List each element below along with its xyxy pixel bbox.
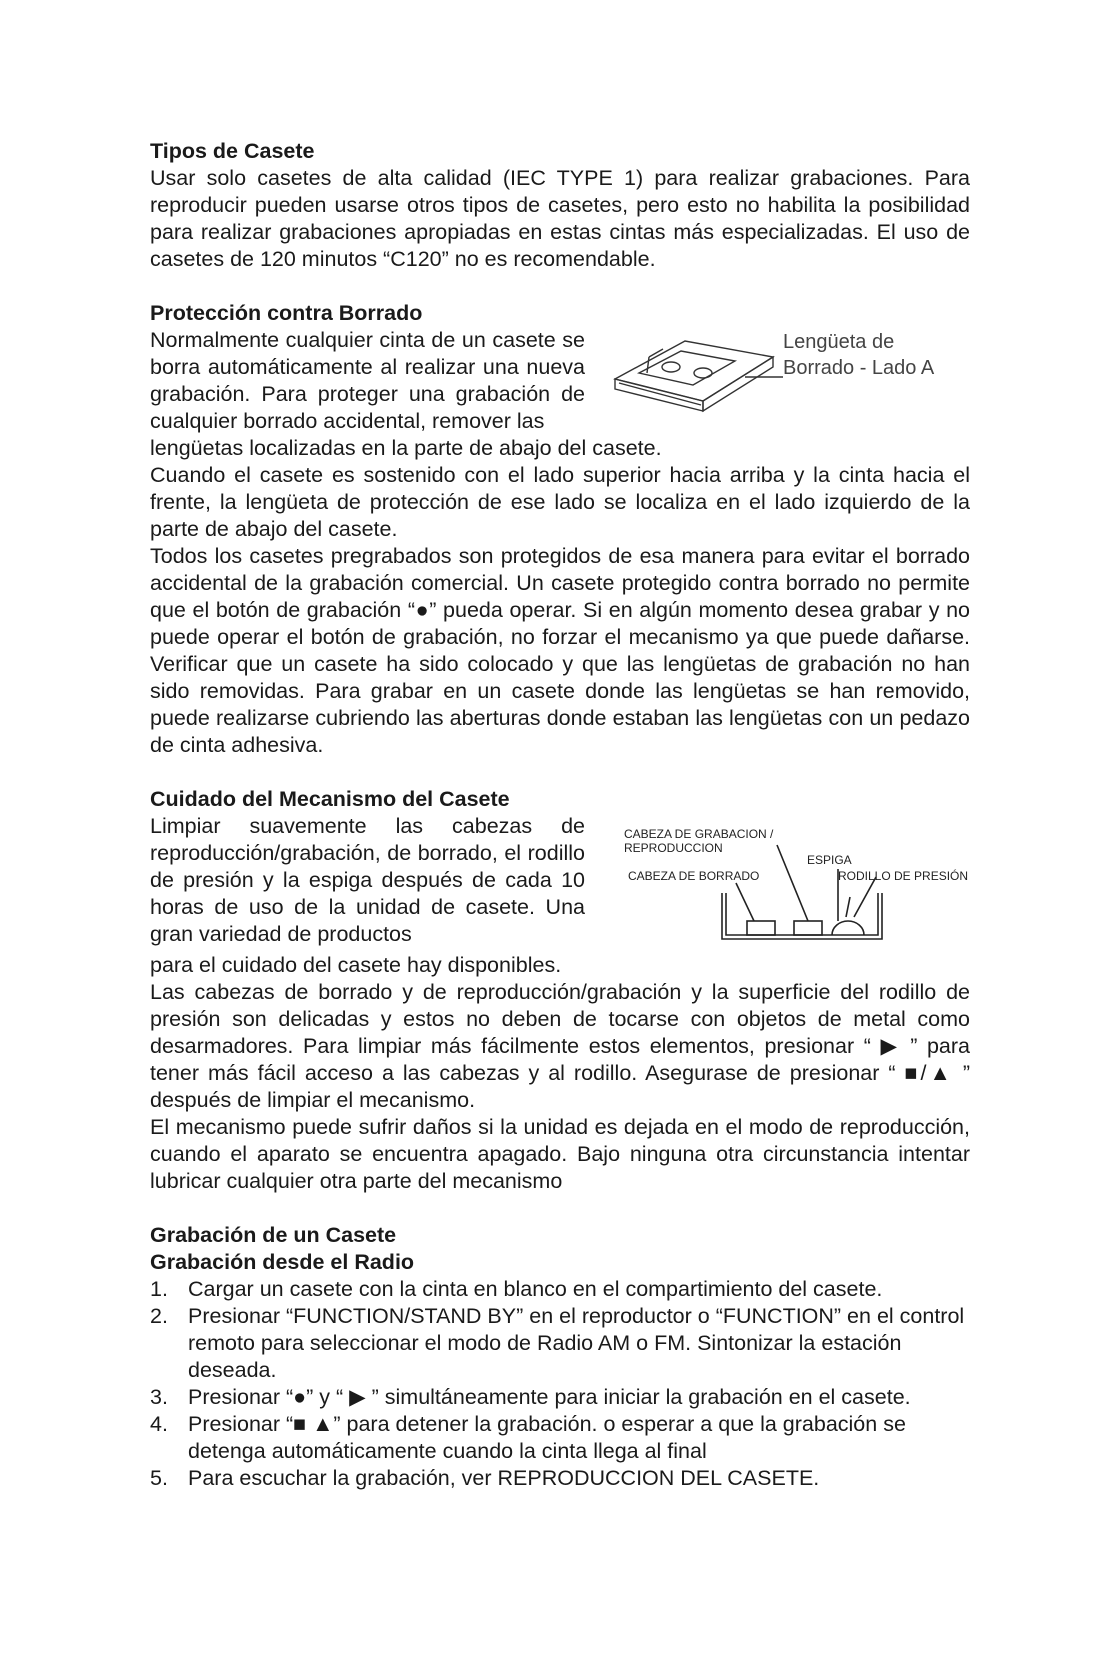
cassette-tab-figure: [605, 327, 970, 435]
section-title: Grabación de un Casete: [150, 1223, 397, 1247]
section-cassette-types: [150, 138, 970, 273]
paragraph: Cuando el casete es sostenido con el lado superior hacia arriba y la cinta hacia el frente, la lengüeta de protección de ese lado se localiza en el lado izquierdo de la parte de abajo del casete.: [150, 463, 970, 541]
step-number: 4.: [150, 1412, 168, 1436]
spindle-label: ESPIGA: [807, 853, 852, 867]
step-number: 3.: [150, 1385, 168, 1409]
section-title: Tipos de Casete: [150, 139, 315, 163]
paragraph: Usar solo casetes de alta calidad (IEC TYPE 1) para realizar grabaciones. Para reproducir pueden usarse otros tipos de casetes, pero esto no habilita la posibilidad para realizar grabaciones apropiadas en estas cintas más especializadas. El uso de casetes de 120 minutos “C120” no es recomendable.: [150, 166, 970, 271]
section-recording: [150, 1222, 970, 1492]
step-text: Presionar “●” y “ ▶ ” simultáneamente para iniciar la grabación en el casete.: [188, 1385, 911, 1409]
list-item: [150, 1303, 970, 1384]
paragraph: Las cabezas de borrado y de reproducción/grabación y la superficie del rodillo de presión son delicadas y estos no deben de tocarse con objetos de metal como desarmadores. Para limpiar más fácilmente estos elementos, presionar “ ▶ ” para tener más fácil acceso a las cabezas y al rodillo. Asegurase de presionar “ ■/▲ ” después de limpiar el mecanismo.: [150, 980, 970, 1112]
label-line: CABEZA DE GRABACION /: [624, 827, 774, 841]
paragraph: El mecanismo puede sufrir daños si la unidad es dejada en el modo de reproducción, cuando el aparato se encuentra apagado. Bajo ninguna otra circunstancia intentar lubricar cualquier otra parte del mecanismo: [150, 1115, 970, 1193]
step-number: 5.: [150, 1466, 168, 1490]
section-mechanism-care: [150, 786, 970, 1195]
paragraph: lengüetas localizadas en la parte de abajo del casete.: [150, 436, 662, 460]
list-item: [150, 1276, 970, 1303]
tab-label-line: Borrado - Lado A: [783, 357, 935, 379]
section-title: Cuidado del Mecanismo del Casete: [150, 787, 510, 811]
pressure-roller-label: RODILLO DE PRESIÓN: [838, 869, 969, 883]
step-text: Presionar “■ ▲” para detener la grabación. o esperar a que la grabación se detenga automáticamente cuando la cinta llega al final: [188, 1412, 906, 1463]
section-erase-protection: [150, 300, 970, 759]
step-number: 2.: [150, 1304, 168, 1328]
label-line: REPRODUCCION: [624, 841, 723, 855]
paragraph: para el cuidado del casete hay disponibles.: [150, 953, 562, 977]
steps-list: [150, 1276, 970, 1492]
step-number: 1.: [150, 1277, 168, 1301]
cassette-illustration: [605, 327, 785, 435]
document-page: [150, 138, 970, 1519]
list-item: [150, 1411, 970, 1465]
section-title: Protección contra Borrado: [150, 301, 423, 325]
section-subtitle: Grabación desde el Radio: [150, 1250, 415, 1274]
list-item: [150, 1384, 970, 1411]
step-text: Cargar un casete con la cinta en blanco en el compartimiento del casete.: [188, 1277, 883, 1301]
step-text: Presionar “FUNCTION/STAND BY” en el reproductor o “FUNCTION” en el control remoto para seleccionar el modo de Radio AM o FM. Sintonizar la estación deseada.: [188, 1304, 965, 1382]
paragraph: Limpiar suavemente las cabezas de reproducción/grabación, de borrado, el rodillo de presión y la espiga después de cada 10 horas de uso de la unidad de casete. Una gran variedad de productos: [150, 814, 585, 946]
paragraph: Todos los casetes pregrabados son protegidos de esa manera para evitar el borrado accidental de la grabación comercial. Un casete protegido contra borrado no permite que el botón de grabación “●” pueda operar. Si en algún momento desea grabar y no puede operar el botón de grabación, no forzar el mecanismo ya que puede dañarse. Verificar que un casete ha sido colocado y que las lengüetas de grabación no han sido removidas. Para grabar en un casete donde las lengüetas se han removido, puede realizarse cubriendo las aberturas donde estaban las lengüetas con un pedazo de cinta adhesiva.: [150, 544, 970, 757]
paragraph: Normalmente cualquier cinta de un casete se borra automáticamente al realizar una nueva grabación. Para proteger una grabación de cualquier borrado accidental, remover las: [150, 328, 585, 433]
list-item: [150, 1465, 970, 1492]
mechanism-diagram: [602, 817, 970, 952]
tab-label-line: Lengüeta de: [783, 331, 895, 353]
step-text: Para escuchar la grabación, ver REPRODUCCION DEL CASETE.: [188, 1466, 820, 1490]
tab-label: [783, 329, 934, 381]
erase-head-label: CABEZA DE BORRADO: [628, 869, 760, 883]
tape-mechanism-figure: [602, 817, 970, 952]
